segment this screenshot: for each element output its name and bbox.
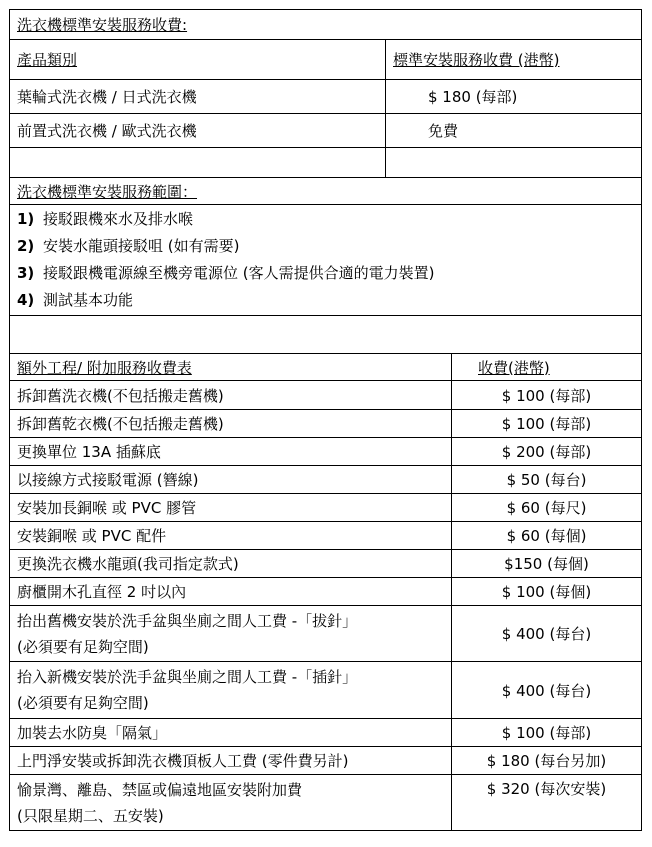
fee-cell: 免費 <box>386 114 642 148</box>
table-row <box>10 719 642 747</box>
fee-cell: $ 50 (每台) <box>452 466 642 494</box>
scope-item: 3) 接駁跟機電源線至機旁電源位 (客人需提供合適的電力裝置) <box>17 264 435 282</box>
table-row <box>10 410 642 438</box>
fee-document <box>9 9 641 831</box>
empty-cell <box>10 316 642 354</box>
scope-item: 4) 測試基本功能 <box>17 291 134 309</box>
item-cell: 更換洗衣機水龍頭(我司指定款式) <box>10 550 452 578</box>
item-cell: 拆卸舊乾衣機(不包括搬走舊機) <box>10 410 452 438</box>
fee-cell: $ 400 (每台) <box>452 662 642 719</box>
item-cell: 加裝去水防臭「隔氣」 <box>10 719 452 747</box>
col-header-standard-fee: 標準安裝服務收費 (港幣) <box>386 40 642 80</box>
fee-cell: $ 100 (每部) <box>452 381 642 410</box>
fee-cell: $ 60 (每尺) <box>452 494 642 522</box>
fee-cell: $150 (每個) <box>452 550 642 578</box>
item-cell: 抬出舊機安裝於洗手盆與坐廁之間人工費 -「拔針」 (必須要有足夠空間) <box>10 606 452 662</box>
item-cell: 安裝加長銅喉 或 PVC 膠管 <box>10 494 452 522</box>
fee-cell: $ 320 (每次安裝) <box>452 775 642 831</box>
fee-cell: $ 200 (每部) <box>452 438 642 466</box>
fee-cell: $ 100 (每個) <box>452 578 642 606</box>
item-cell: 愉景灣、離島、禁區或偏遠地區安裝附加費 (只限星期二、五安裝) <box>10 775 452 831</box>
item-cell: 拆卸舊洗衣機(不包括搬走舊機) <box>10 381 452 410</box>
item-cell: 安裝銅喉 或 PVC 配件 <box>10 522 452 550</box>
item-cell: 抬入新機安裝於洗手盆與坐廁之間人工費 -「插針」 (必須要有足夠空間) <box>10 662 452 719</box>
category-cell: 前置式洗衣機 / 歐式洗衣機 <box>10 114 386 148</box>
table-row <box>10 662 642 719</box>
item-cell: 上門淨安裝或拆卸洗衣機頂板人工費 (零件費另計) <box>10 747 452 775</box>
fee-cell: $ 180 (每台另加) <box>452 747 642 775</box>
table-row <box>10 522 642 550</box>
fee-cell: $ 400 (每台) <box>452 606 642 662</box>
fee-cell: $ 100 (每部) <box>452 410 642 438</box>
item-cell: 以接線方式接駁電源 (簪線) <box>10 466 452 494</box>
table-row <box>10 578 642 606</box>
table-row <box>10 494 642 522</box>
category-cell: 葉輪式洗衣機 / 日式洗衣機 <box>10 80 386 114</box>
scope-list <box>10 205 642 316</box>
table-row <box>10 114 642 148</box>
table-row <box>10 438 642 466</box>
table-row <box>10 466 642 494</box>
fee-cell: $ 60 (每個) <box>452 522 642 550</box>
extra-fee-table <box>9 353 642 831</box>
table-row <box>10 381 642 410</box>
table-row <box>10 606 642 662</box>
scope-title: 洗衣機標準安裝服務範圍： <box>10 178 642 205</box>
item-cell: 廚櫃開木孔直徑 2 吋以內 <box>10 578 452 606</box>
table-row <box>10 550 642 578</box>
document-title: 洗衣機標準安裝服務收費: <box>10 10 642 40</box>
standard-fee-table <box>9 9 642 354</box>
scope-item: 2) 安裝水龍頭接駁咀 (如有需要) <box>17 237 240 255</box>
col-header-category: 產品類別 <box>10 40 386 80</box>
table-row <box>10 80 642 114</box>
empty-cell <box>10 148 386 178</box>
col-header-extra-item: 額外工程/ 附加服務收費表 <box>10 354 452 381</box>
empty-row <box>10 148 642 178</box>
scope-item: 1) 接駁跟機來水及排水喉 <box>17 210 194 228</box>
empty-cell <box>386 148 642 178</box>
table-row <box>10 747 642 775</box>
item-cell: 更換單位 13A 插蘇底 <box>10 438 452 466</box>
col-header-extra-fee: 收費(港幣) <box>452 354 642 381</box>
fee-cell: $ 100 (每部) <box>452 719 642 747</box>
table-row <box>10 775 642 831</box>
spacer-row <box>10 316 642 354</box>
fee-cell: $ 180 (每部) <box>386 80 642 114</box>
